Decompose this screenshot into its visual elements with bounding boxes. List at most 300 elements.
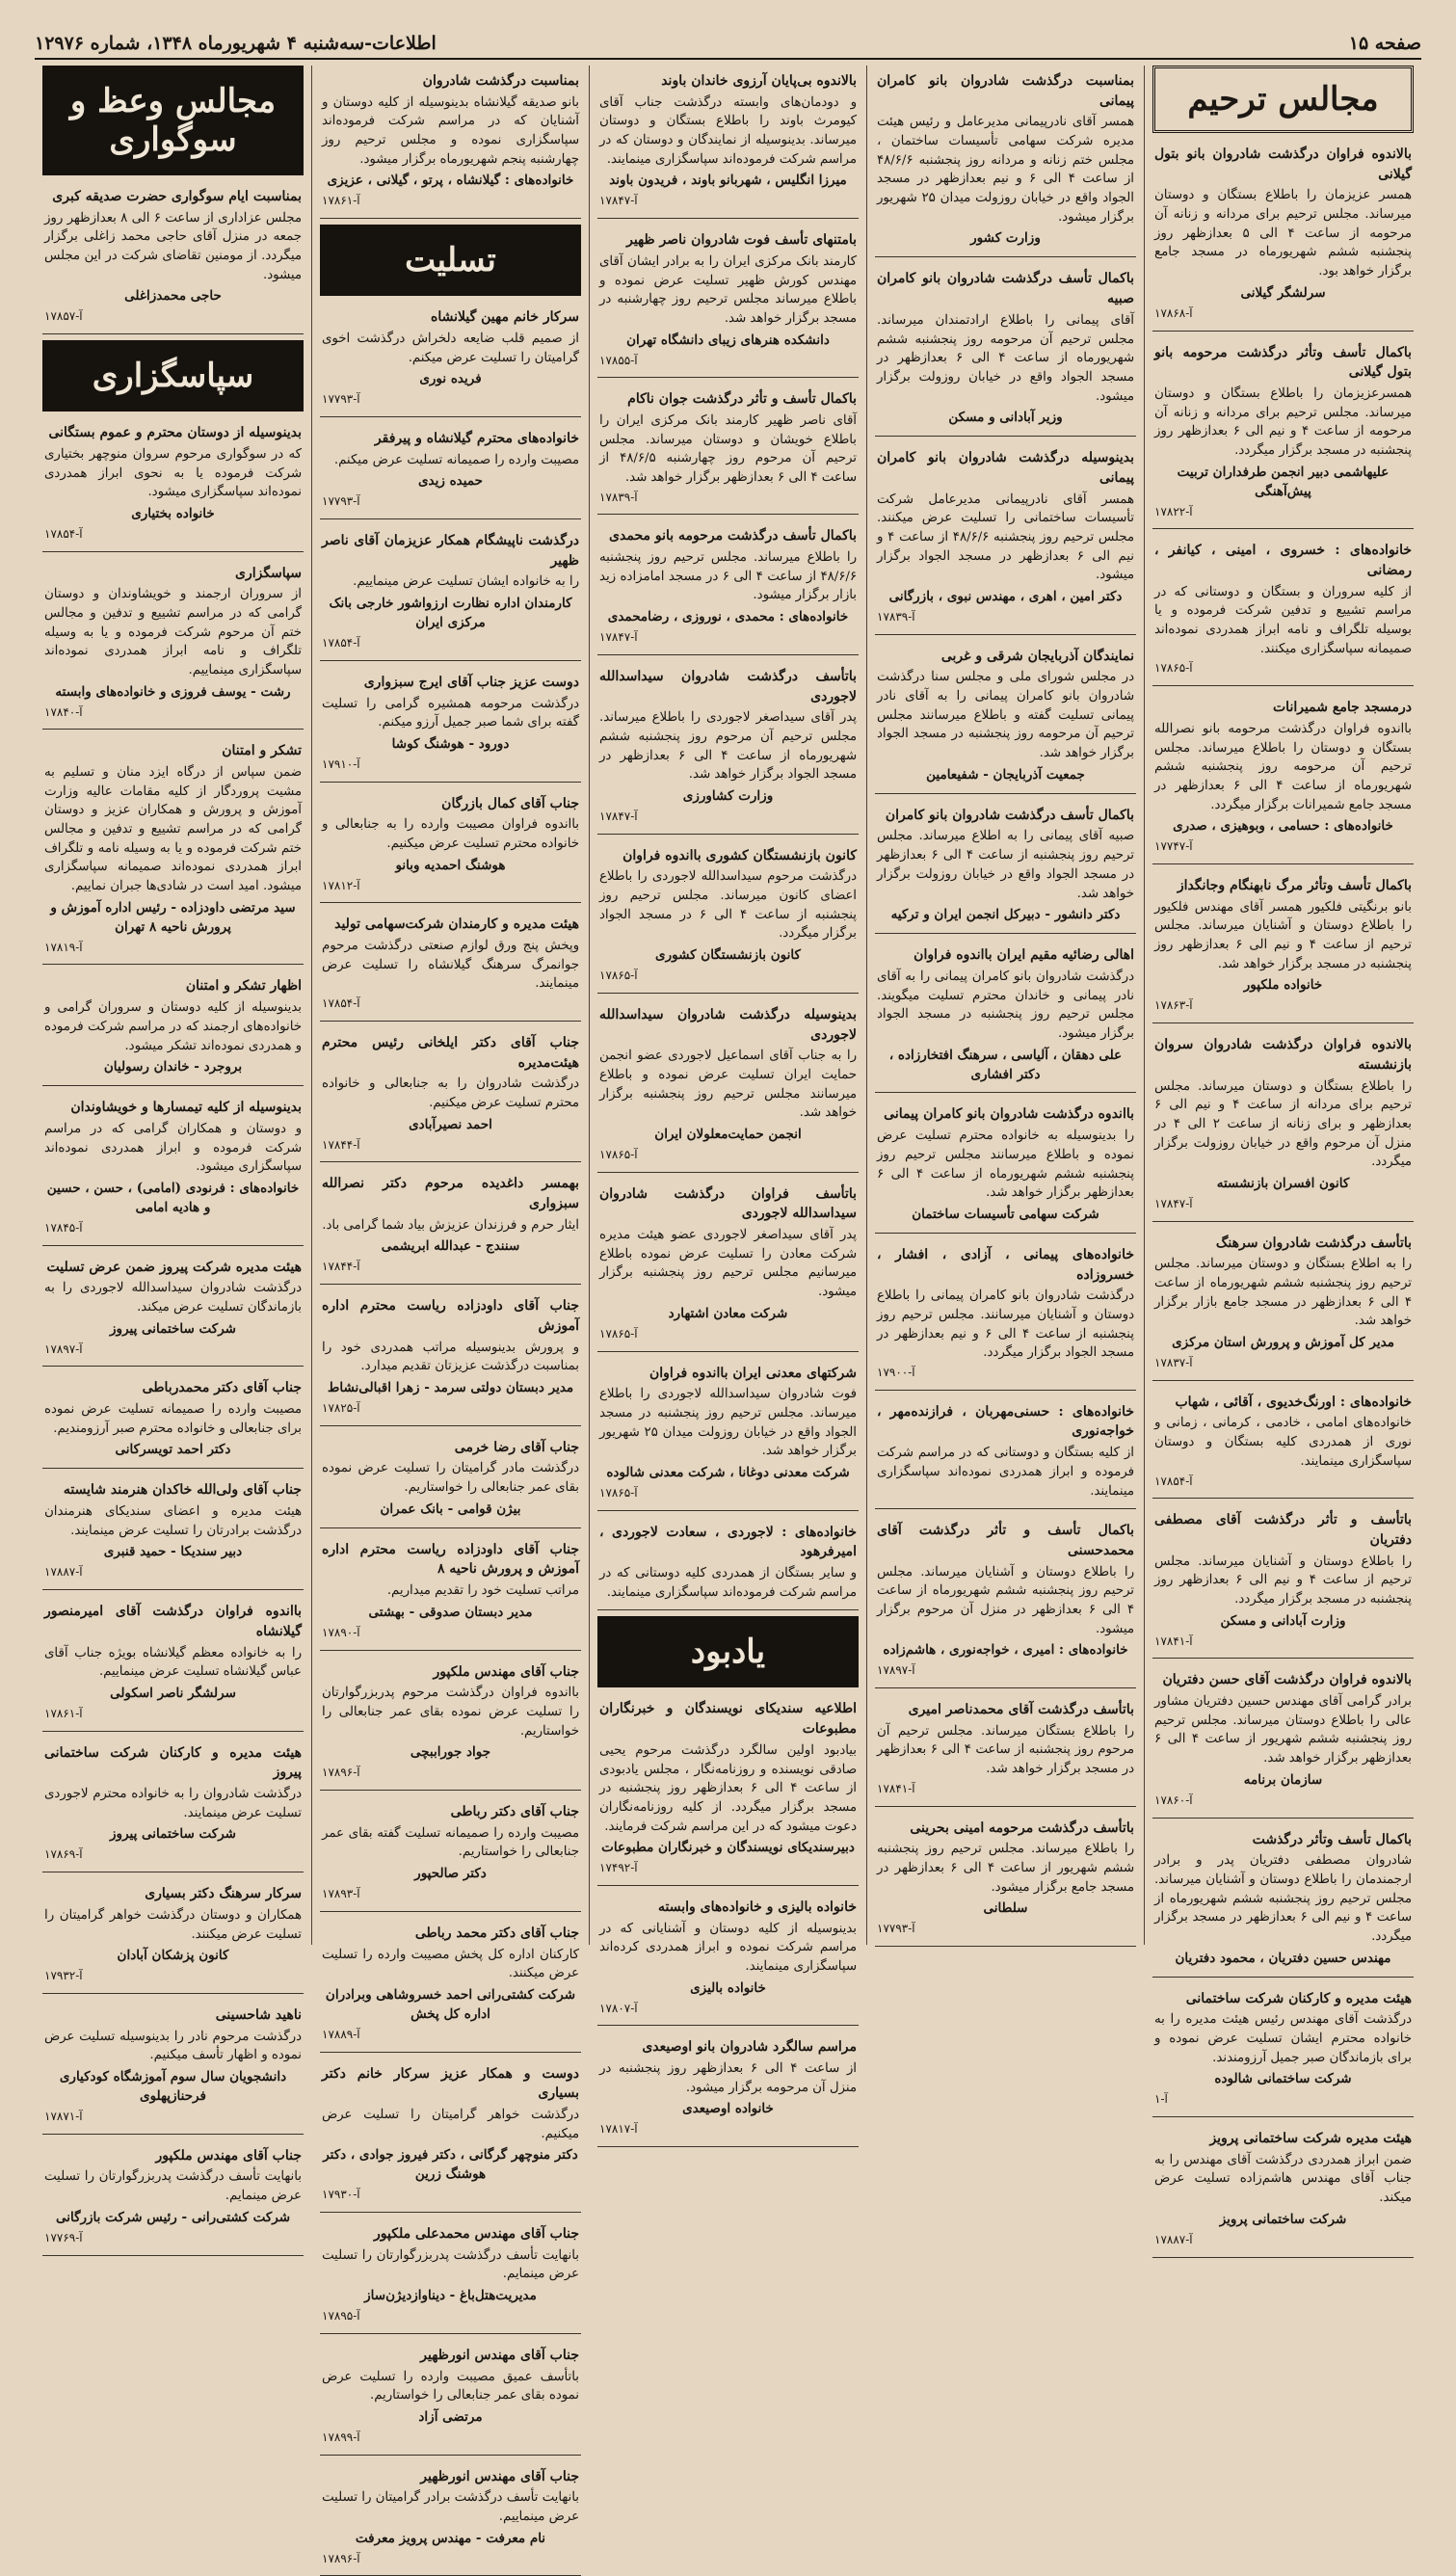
notice-code: آ-۱۷۸۹۳ [322, 1887, 360, 1901]
notice-heading: بالاندوه فراوان درگذشت آقای حسن دفتریان [1162, 1672, 1412, 1688]
notice-code: آ-۱۷۸۴۷ [599, 630, 638, 645]
notice-body: پدر آقای سیداصغر لاجوردی را باطلاع میرساند. مجلس ترحیم آن مرحوم روز پنجشنبه ششم شهریورماه از ساعت ۴ الی ۶ بعدازظهر در مسجد الجواد برگزار خواهد شد. [599, 710, 857, 783]
notice-signature: دبیرسندیکای نویسندگان و خبرنگاران مطبوعات [601, 1840, 855, 1856]
notice-code: آ-۱۷۸۱۲ [322, 878, 360, 892]
notice-code: آ-۱۷۸۵۴ [44, 526, 83, 541]
notice-body: خانواده‌های امامی ، خادمی ، کرمانی ، زمانی و نوری از همدردی کلیه بستگان و دوستان سپاسگزاری مینمایند. [1154, 1416, 1412, 1469]
notice-body: درگذشت شادروان سیداسدالله لاجوردی را به بازماندگان تسلیت عرض میکند. [44, 1281, 302, 1315]
notice-body: برادر گرامی آقای مهندس حسین دفتریان مشاور عالی را باطلاع دوستان میرساند. مجلس ترحیم روز پنجشنبه ششم شهریور از ساعت ۴ الی ۶ بعدازظهر برگزار خواهد شد. [1154, 1694, 1412, 1766]
notice-signature: خانواده اوصیعدی [682, 2101, 774, 2117]
notice-code: آ-۱۷۸۶۵ [599, 969, 638, 983]
notice-body: کارمند بانک مرکزی ایران را به برادر ایشان آقای مهندس کورش ظهیر تسلیت عرض نموده و باطلاع میرساند مجلس ترحیم روز چهارشنبه در مسجد برگزار خواهد شد. [599, 253, 857, 326]
notice-heading: باکمال تأسف درگذشت شادروان بانو کامران صبیه [877, 271, 1134, 307]
notice-code: آ-۱۷۸۶۳ [1154, 998, 1193, 1013]
notice-heading: باکمال تأسف درگذشت شادروان بانو کامران [885, 807, 1134, 823]
notice-signature: کارمندان اداره نظارت ارزواشور خارجی بانک مرکزی ایران [329, 596, 572, 631]
notice-signature: سلطانی [983, 1900, 1028, 1917]
notice-code: آ-۱۷۸۴۵ [44, 1220, 83, 1235]
notice-body: را به خانواده ایشان تسلیت عرض مینماییم. [353, 574, 579, 590]
notice-body: مصیبت وارده را صمیمانه تسلیت عرض نموده برای جنابعالی و خانواده محترم صبر آرزومندیم. [44, 1402, 302, 1436]
notice [597, 384, 859, 515]
notice-body: را بدینوسیله به خانواده محترم تسلیت عرض نموده و باطلاع میرسانند مجلس ترحیم روز پنجشنبه ششم شهریورماه از ساعت ۴ الی ۶ بعدازظهر برگزار خواهد شد. [877, 1129, 1134, 1201]
notice-code: آ-۱۷۸۴۱ [877, 1781, 915, 1795]
notice [875, 66, 1136, 257]
notice-heading: باتأسف درگذشت مرحومه امینی بحرینی [910, 1819, 1134, 1836]
notice-code: آ-۱۷۸۸۷ [44, 1565, 83, 1580]
notice-code: آ-۱۷۹۱۰ [322, 757, 360, 771]
notice-heading: بدینوسیله درگذشت شادروان بانو کامران پیمانی [877, 450, 1134, 486]
notice-body: را باطلاع دوستان و آشنایان میرساند. مجلس ترحیم از ساعت ۴ و نیم الی ۶ بعدازظهر روز پنجشنبه در مسجد برگزار میگردد. [1154, 1554, 1412, 1607]
notice-heading: باکمال تأسف وتأثر درگذشت مرحومه بانو بتول گیلانی [1154, 344, 1412, 381]
notice-code: آ-۱۷۸۶۸ [1154, 305, 1193, 320]
notice-heading: هیئت مدیره شرکت ساختمانی پرویز [1209, 2131, 1412, 2147]
notice [320, 2058, 581, 2213]
notice-heading: جناب آقای مهندس محمدعلی ملکپور [374, 2226, 579, 2242]
notice-code: آ-۱۷۸۳۹ [877, 609, 915, 624]
notice [42, 735, 304, 965]
notice [875, 1396, 1136, 1509]
notice-signature: هوشنگ احمدیه وبانو [395, 857, 506, 873]
notice-body: بااندوه فراوان درگذشت مرحوم پدربزرگوارتان را تسلیت عرض نموده بقای عمر جنابعالی را خواستاریم. [322, 1686, 579, 1739]
column-4 [311, 66, 589, 2565]
notice-signature: وزارت کشور [970, 230, 1041, 247]
notice-heading: اطلاعیه سندیکای نویسندگان و خبرنگاران مطبوعات [599, 1701, 857, 1738]
notice-signature: دانشکده هنرهای زیبای دانشگاه تهران [626, 332, 830, 348]
notice-body: از صمیم قلب ضایعه دلخراش درگذشت اخوی گرامیتان را تسلیت عرض میکنم. [322, 331, 579, 365]
notice-signature: سنندج - عبدالله ابریشمی [381, 1238, 520, 1255]
notice-body: شادروان مصطفی دفتریان پدر و برادر ارجمندمان را باطلاع دوستان و آشنایان میرساند. مجلس ترحیم روز پنجشنبه ششم شهریورماه از ساعت ۴ و نیم الی ۶ بعدازظهر در مسجد برگزار میگردد. [1154, 1853, 1412, 1944]
notice-body: مصیبت وارده را صمیمانه تسلیت گفته بقای عمر جنابعالی را خواستاریم. [322, 1825, 579, 1860]
notice-signature: شرکت سهامی تأسیسات ساختمان [912, 1206, 1099, 1222]
notice-code: آ-۱۷۸۵۷ [44, 309, 83, 324]
notice-signature: دکتر دانشور - دبیرکل انجمن ایران و ترکیه [890, 907, 1121, 923]
columns [35, 66, 1421, 2565]
notice-body: فوت شادروان سیداسدالله لاجوردی را باطلاع میرساند. مجلس ترحیم روز پنجشنبه در مسجد الجواد واقع در خیابان روزولت میدان ۲۵ شهریور برگزار خواهد شد. [599, 1387, 858, 1459]
notice-heading: بمناسبت درگذشت شادروان [422, 73, 579, 89]
notice-code: آ-۱۷۸۱۷ [599, 2122, 638, 2137]
notice [42, 2140, 304, 2256]
notice-body: از کلیه سروران و بستگان و دوستانی که در مراسم تشییع و تدفین شرکت فرموده و یا بوسیله تلگراف و نامه ابراز همدردی نموده‌اند صمیمانه سپاسگزاری میکنند. [1154, 584, 1412, 656]
notice-body: همسر عزیزمان را باطلاع بستگان و دوستان میرساند. مجلس ترحیم برای مردانه و زنانه آن مرحومه از ساعت ۴ الی ۵ بعدازظهر روز پنجشنبه ششم شهریورماه در مسجد جامع برگزار خواهد بود. [1154, 188, 1412, 279]
notice-heading: خانواده‌های : اورنگ‌خدیوی ، آقائی ، شهاب [1175, 1394, 1412, 1410]
notice-heading: خانواده‌های : حسنی‌مهربان ، فرازنده‌مهر ، خواجه‌نوری [877, 1403, 1134, 1440]
notice [1152, 1824, 1414, 1978]
notice [875, 1515, 1136, 1688]
notice-signature: خانواده‌های : حسامی ، وبوهیزی ، صدری [1173, 818, 1393, 835]
notice-body: هیئت مدیره و اعضای سندیکای هنرمندان درگذشت برادرتان را تسلیت عرض مینمایند. [44, 1504, 302, 1538]
notice-body: ایثار حرم و فرزندان عزیزش بیاد شما گرامی باد. [322, 1217, 579, 1233]
notice-signature: شرکت معدنی دوغانا ، شرکت معدنی شالوده [606, 1464, 850, 1480]
notice-heading: هیئت مدیره شرکت پیروز ضمن عرض تسلیت [46, 1259, 302, 1275]
notice-code: آ-۱۷۴۹۲ [599, 1861, 638, 1875]
notice-heading: بالاندوه بی‌پایان آرزوی خاندان باوند [661, 73, 857, 89]
notice-signature: میرزا انگلیس ، شهربانو باوند ، فریدون باوند [609, 173, 847, 189]
notice-body: درگذشت شادروان بانو کامران پیمانی را به آقای نادر پیمانی و خاندان محترم تسلیت میگویند. مجلس ترحیم روز پنجشنبه در مسجد الجواد برگزار میشود. [877, 969, 1134, 1041]
page-number: صفحه ۱۵ [1348, 33, 1421, 54]
notice-body: درگذشت مادر گرامیتان را تسلیت عرض نموده بقای عمر جنابعالی را خواستاریم. [322, 1461, 579, 1496]
notice-heading: سرکار خانم مهین گیلانشاه [431, 309, 579, 326]
notice-code: آ-۱۷۸۶۹ [44, 1847, 83, 1862]
notice-signature: کانون افسران بازنشسته [1216, 1175, 1350, 1191]
notice-signature: دکتر احمد تویسرکانی [115, 1442, 231, 1458]
notice-body: مجلس عزاداری از ساعت ۶ الی ۸ بعدازظهر روز جمعه در منزل آقای حاجی محمد زاغلی برگزار میگردد. از مومنین تقاضای شرکت در این مجلس میشود. [44, 210, 302, 282]
section-banner: مجالس وعظ و سوگواری [42, 66, 304, 175]
notice-heading: خانواده‌های پیمانی ، آزادی ، افشار ، خسروزاده [877, 1246, 1134, 1283]
notice-signature: سرلشگر گیلانی [1240, 284, 1326, 301]
notice-code: آ-۱۷۸۹۶ [322, 2551, 360, 2565]
notice-heading: سپاسگزاری [234, 565, 302, 581]
notice-body: بانو صدیقه گیلانشاه بدینوسیله از کلیه دوستان و آشنایان که در مراسم شرکت فرموده‌اند سپاسگزاری نموده و مجلس ترحیم روز چهارشنبه پنجم شهریورماه برگزار میشود. [322, 94, 579, 167]
notice [320, 1168, 581, 1285]
notice-body: بدینوسیله از کلیه دوستان و سروران گرامی و خانواده‌های ارجمند که در مراسم شرکت فرموده و همدردی نموده‌اند تشکر میشود. [44, 1000, 302, 1053]
notice [320, 302, 581, 417]
notice-code: آ-۱۷۷۴۷ [1154, 839, 1193, 854]
notice-body: کارکنان اداره کل پخش مصیبت وارده را تسلیت عرض میکنند. [322, 1947, 579, 1981]
notice-heading: بمناسبت درگذشت شادروان بانو کامران پیمانی [877, 73, 1134, 109]
notice-heading: باتأسف درگذشت شادروان سرهنگ [1215, 1235, 1412, 1251]
notice [1152, 1228, 1414, 1381]
notice-code: آ-۱۷۸۵۴ [322, 996, 360, 1011]
notice-heading: خانواده‌های محترم گیلانشاه و پیرفقر [374, 430, 579, 446]
notice-heading: خانواده بالیزی و خانواده‌های وابسته [658, 1899, 857, 1915]
notice-body: همسرعزیزمان را باطلاع بستگان و دوستان میرساند. مجلس ترحیم برای مردانه و زنانه آن مرحومه از ساعت ۴ و نیم الی ۶ بعدازظهر روز پنجشنبه در مسجد برگزار میگردد. [1154, 385, 1412, 458]
notice-signature: حاجی محمدزاغلی [124, 288, 222, 305]
notice [42, 1092, 304, 1245]
notice [875, 1239, 1136, 1391]
notice-heading: درگذشت ناپیشگام همکار عزیزمان آقای ناصر ظهیر [322, 533, 579, 569]
notice [42, 2000, 304, 2135]
notice [42, 1738, 304, 1873]
notice-signature: شرکت ساختمانی پرویز [1219, 2211, 1347, 2227]
notice [1152, 2123, 1414, 2257]
notice-heading: جناب آقای دکتر محمدرباطی [142, 1380, 302, 1396]
notice-heading: جناب آقای ولی‌الله خاکدان هنرمند شایسته [63, 1482, 302, 1499]
notice-heading: جناب آقای دکتر ایلخانی رئیس محترم هیئت‌مدیره [322, 1034, 579, 1071]
notice [42, 1474, 304, 1590]
notice [1152, 1029, 1414, 1222]
notice [875, 641, 1136, 794]
notice-code: آ-۱۷۸۹۹ [322, 2430, 360, 2444]
notice-code: آ-۱۷۸۶۵ [599, 1485, 638, 1500]
notice-body: را به جناب آقای اسماعیل لاجوردی عضو انجمن حمایت ایران تسلیت عرض نموده و باطلاع میرسانند مجلس ترحیم روز پنجشنبه برگزار خواهد شد. [599, 1049, 857, 1121]
notice-heading: جناب آقای مهندس ملکپور [433, 1663, 579, 1680]
notice [42, 558, 304, 730]
notice-heading: بدینوسیله درگذشت شادروان سیداسدالله لاجوردی [599, 1006, 857, 1043]
notice [1152, 1664, 1414, 1818]
notice-body: و سایر بستگان از همدردی کلیه دوستانی که در مراسم شرکت فرموده‌اند سپاسگزاری مینمایند. [599, 1566, 857, 1600]
notice-heading: بالاندوه فراوان درگذشت شادروان سروان بازنشسته [1154, 1037, 1412, 1073]
notice [875, 442, 1136, 635]
notice-heading: باکمال تأسف و تأثر درگذشت جوان ناکام [627, 391, 857, 408]
notice-signature: وزارت کشاورزی [682, 787, 774, 804]
notice-heading: بالاندوه فراوان درگذشت شادروان بانو بتول گیلانی [1154, 146, 1412, 182]
notice-heading: درمسجد جامع شمیرانات [1273, 700, 1412, 716]
notice-body: مصیبت وارده را صمیمانه تسلیت عرض میکنم. [333, 452, 579, 467]
notice-code: آ-۱۷۸۳۷ [1154, 1356, 1193, 1370]
notice-signature: مهندس حسین دفتریان ، محمود دفتریان [1175, 1950, 1391, 1966]
notice-signature: کانون بازنشستگان کشوری [655, 947, 801, 964]
notice-signature: مدیر دبستان صدوقی - بهشتی [368, 1604, 533, 1620]
notice-heading: سرکار سرهنگ دکتر بسیاری [145, 1886, 302, 1902]
notice-body: را به اطلاع بستگان و دوستان میرساند. مجلس ترحیم روز پنجشنبه ششم شهریورماه از ساعت ۴ الی ۶ بعدازظهر در مسجد جامع بازار برگزار خواهد شد. [1154, 1257, 1412, 1329]
notice-signature: وزارت آبادانی و مسکن [1220, 1612, 1346, 1629]
notice-signature: شرکت کشتی‌رانی - رئیس شرکت بازرگانی [55, 2209, 291, 2225]
notice [320, 788, 581, 904]
notice-heading: شرکتهای معدنی ایران بااندوه فراوان [649, 1365, 857, 1381]
notice-body: ضمن سپاس از درگاه ایزد منان و تسلیم به مشیت پروردگار از کلیه مقامات عالیه وزارت آموزش و پرورش و همکاران عزیز و دوستان گرامی که در مراسم تشییع و تدفین و مجالس ختم شرکت فرموده و یا به وسیله نامه و تلگراف ابراز همدردی نموده‌اند صمیمانه سپاسگزاری میشود. امید است در شادی‌ها جبران نماییم. [44, 765, 302, 894]
notice-body: صبیه آقای پیمانی را به اطلاع میرساند. مجلس ترحیم روز پنجشنبه از ساعت ۴ الی ۶ بعدازظهر در مسجد الجواد واقع در خیابان روزولت برگزار خواهد شد. [877, 829, 1134, 901]
notice-code: آ-۱۷۸۹۷ [877, 1663, 915, 1678]
notice-signature: خانواده‌های : گیلانشاه ، پرتو ، گیلانی ، عزیزی [327, 173, 574, 189]
column-2 [866, 66, 1144, 1945]
notice-code: آ-۱۷۸۶۰ [1154, 1793, 1193, 1807]
notice-heading: جناب آقای دکتر محمد رباطی [414, 1925, 579, 1941]
notice-body: همسر آقای نادرپیمانی مدیرعامل و رئیس هیئت مدیره شرکت سهامی تأسیسات ساختمان ، مجلس ختم زنانه و مردانه روز پنجشنبه ۴۸/۶/۶ از ساعت ۴ الی ۶ و نیم بعدازظهر در مسجد الجواد واقع در خیابان روزولت میدان ۲۵ شهریور برگزار میشود. [877, 115, 1135, 225]
notice-heading: خانواده‌های : لاجوردی ، سعادت لاجوردی ، امیرفرهود [599, 1524, 857, 1560]
notice [320, 1290, 581, 1426]
notice [875, 1813, 1136, 1947]
notice-heading: جناب آقای مهندس انورظهیر [420, 2468, 579, 2484]
notice-body: پدر آقای سیداصغر لاجوردی عضو هیئت مدیره شرکت معادن را تسلیت عرض نموده باطلاع میرسانیم مجلس ترحیم روز پنجشنبه برگزار میشود. [599, 1228, 857, 1300]
notice-body: را باطلاع دوستان و آشنایان میرساند. مجلس ترحیم روز پنجشنبه ششم شهریورماه از ساعت ۴ الی ۶ بعدازظهر در منزل آن مرحوم برگزار میشود. [877, 1564, 1134, 1636]
notice-signature: علی دهقان ، آلیاسی ، سرهنگ افتخارزاده ، دکتر افشاری [888, 1047, 1123, 1082]
notice [320, 1796, 581, 1912]
notice-body: بدینوسیله از کلیه دوستان و آشنایانی که در مراسم شرکت نموده و ابراز همدردی کرده‌اند سپاسگزاری مینمایند. [599, 1921, 857, 1974]
notice-code: آ-۱۷۸۴۴ [322, 1137, 360, 1152]
notice-body: را باطلاع میرساند. مجلس ترحیم روز پنجشنبه ۴۸/۶/۶ از ساعت ۴ الی ۶ در مسجد امامزاده زید بازار برگزار میشود. [599, 550, 857, 603]
notice-body: مراتب تسلیت خود را تقدیم میداریم. [386, 1583, 579, 1599]
notice-code: آ-۱۷۸۲۵ [322, 1400, 360, 1415]
notice-code: آ-۱۷۸۷۱ [44, 2109, 83, 2123]
notice [42, 417, 304, 551]
notice-body: بااندوه فراوان مصیبت وارده را به جنابعالی و خانواده محترم تسلیت عرض میکنیم. [322, 817, 579, 851]
notice-body: باتأسف عمیق مصیبت وارده را تسلیت عرض نموده بقای عمر جنابعالی را خواستاریم. [322, 2369, 579, 2403]
notice-code: آ-۱۷۸۶۵ [599, 1147, 638, 1161]
notice-body: همسر آقای نادرپیمانی مدیرعامل شرکت تأسیسات ساختمانی را تسلیت عرض میکنند. مجلس ترحیم روز پنجشنبه ۴۸/۶/۶ از ساعت ۴ و نیم الی ۶ بعدازظهر در مسجد الجواد برگزار میشود. [877, 491, 1134, 583]
notice [597, 661, 859, 835]
section-banner: سپاسگزاری [42, 340, 304, 412]
notice-body: از سروران ارجمند و خویشاوندان و دوستان گرامی که در مراسم تشییع و تدفین و مجالس ختم آن مرحوم شرکت فرموده و یا به وسیله تلگراف و نامه ابراز همدردی نموده‌اند سپاسگزاری مینماییم. [44, 587, 302, 677]
notice-signature: بیژن قوامی - بانک عمران [380, 1500, 521, 1517]
notice-signature: جواد جوراببچی [410, 1744, 491, 1761]
notice-heading: بااندوه درگذشت شادروان بانو کامران پیمانی [884, 1106, 1134, 1123]
notice-code: آ-۱۷۸۶۵ [599, 1326, 638, 1341]
notice-code: آ-۱۷۸۶۵ [1154, 661, 1193, 676]
notice-heading: جناب آقای کمال بازرگان [441, 795, 579, 811]
notice-body: از ساعت ۴ الی ۶ بعدازظهر روز پنجشنبه در منزل آن مرحومه برگزار میشود. [599, 2061, 857, 2095]
notice-code: آ-۱۷۹۳۰ [322, 2188, 360, 2202]
notice-code: آ-۱۷۸۹۵ [322, 2309, 360, 2324]
notice-heading: باتأسف و تأثر درگذشت آقای مصطفی دفتریان [1154, 1512, 1412, 1548]
notice [597, 1517, 859, 1611]
notice-heading: باکمال تأسف و تأثر درگذشت آقای محمدحسنی [877, 1523, 1134, 1558]
notice [42, 1372, 304, 1469]
notice-body: درگذشت شادروان بانو کامران پیمانی را باطلاع دوستان و آشنایان میرسانند. مجلس ترحیم روز پنجشنبه از ساعت ۴ الی ۶ و نیم بعدازظهر در مسجد الجواد برگزار میگردد. [877, 1288, 1134, 1361]
notice-signature: شرکت ساختمانی پیروز [110, 1826, 236, 1843]
notice [1152, 535, 1414, 686]
notice-signature: احمد نصیرآبادی [409, 1116, 492, 1132]
notice [1152, 1387, 1414, 1499]
notice [320, 909, 581, 1021]
notice-heading: جناب آقای دکتر رباطی [450, 1804, 579, 1819]
notice-code: آ-۱۷۸۵۴ [322, 636, 360, 651]
notice [320, 1918, 581, 2053]
notice-heading: بمناسبت ایام سوگواری حضرت صدیقه کبری [52, 189, 302, 204]
notice-heading: بهمسر داغدیده مرحوم دکتر نصرالله سبزواری [322, 1176, 579, 1212]
notice [597, 1892, 859, 2026]
issue-line: اطلاعات-سه‌شنبه ۴ شهریورماه ۱۳۴۸، شماره ۱۲۹۷۶ [35, 33, 437, 54]
notice-code: آ-۱۷۸۹۰ [322, 1625, 360, 1639]
notice-code: آ-۱۷۸۴۴ [322, 1260, 360, 1274]
notice-signature: سازمان برنامه [1243, 1771, 1323, 1788]
notice-code: آ-۱۷۸۹۶ [322, 1766, 360, 1780]
notice-signature: دانشجویان سال سوم آموزشگاه کودکیاری فرحنازپهلوی [59, 2069, 287, 2105]
notice-heading: باتأسف درگذشت آقای محمدناصر امیری [908, 1702, 1134, 1718]
column-1 [1144, 66, 1421, 2246]
notice-body: را باطلاع میرساند. مجلس ترحیم روز پنجشنبه ششم شهریور از ساعت ۴ الی ۶ بعدازظهر در مسجد جامع برگزار میشود. [877, 1842, 1134, 1895]
notice-heading: باکمال تأسف وتأثر مرگ نابهنگام وجانگداز [1177, 878, 1412, 893]
notice-signature: مرتضی آزاد [418, 2408, 483, 2425]
notice [320, 1657, 581, 1791]
notice [320, 66, 581, 219]
notice [1152, 1504, 1414, 1659]
section-banner: تسلیت [320, 225, 581, 296]
notice [320, 2461, 581, 2576]
notice-body: بانهایت تأسف درگذشت پدربزرگوارتان را تسلیت عرض مینمایم. [322, 2247, 579, 2282]
notice-code: آ-۱۷۸۶۱ [44, 1706, 83, 1720]
notice-heading: باکمال تأسف وتأثر درگذشت [1252, 1831, 1412, 1847]
notice-body: همکاران و دوستان درگذشت خواهر گرامیتان را تسلیت عرض میکنند. [44, 1907, 302, 1942]
notice [1152, 1983, 1414, 2117]
notice-signature: دکتر صالحپور [414, 1866, 487, 1882]
notice-code: آ-۱۷۸۴۷ [599, 809, 638, 823]
notice-heading: جناب آقای داودزاده ریاست محترم اداره آموزش [322, 1298, 579, 1334]
notice-heading: بدینوسیله از دوستان محترم و عموم بستگانی [48, 425, 302, 441]
notice-signature: جمعیت آذربایجان - شفیعامین [926, 766, 1085, 783]
notice-heading: بدینوسیله از کلیه تیمسارها و خویشاوندان [70, 1100, 302, 1116]
notice [1152, 139, 1414, 332]
notice-code: آ-۱۷۸۸۷ [1154, 2232, 1193, 2246]
notice [1152, 870, 1414, 1023]
notice-heading: اظهار تشکر و امتنان [185, 978, 302, 995]
notice-signature: خانواده ملکپور [1243, 977, 1323, 994]
notice-body: وپخش پنج ورق لوازم صنعتی درگذشت مرحوم جوانمرگ سرهنگ گیلانشاه را تسلیت عرض مینمایند. [322, 939, 579, 992]
notice [320, 667, 581, 783]
notice-code: آ-۱۷۸۴۰ [44, 704, 83, 719]
notice-body: و دوستان و همکاران گرامی که در مراسم شرکت فرموده و ابراز همدردی نموده‌اند سپاسگزاری میشود. [44, 1121, 302, 1175]
notice-code: آ-۱۷۸۹۷ [44, 1341, 83, 1356]
notice [597, 1358, 859, 1511]
notice-heading: باتأسف فراوان درگذشت شادروان سیداسدالله لاجوردی [599, 1185, 857, 1222]
notice-heading: جناب آقای داودزاده ریاست محترم اداره آموزش و پرورش ناحیه ۸ [322, 1541, 579, 1578]
notice-signature: دورود - هوشنگ کوشا [391, 735, 510, 752]
section-banner: مجالس ترحیم [1152, 66, 1414, 133]
notice-body: بانهایت تأسف درگذشت پدربزرگوارتان را تسلیت عرض مینمایم. [44, 2169, 302, 2204]
notice-code: آ-۱۷۷۹۳ [877, 1922, 915, 1936]
notice-heading: جناب آقای مهندس ملکپور [155, 2147, 302, 2164]
notice [42, 1878, 304, 1994]
notice-heading: بامتنهای تأسف فوت شادروان ناصر ظهیر [626, 232, 857, 249]
notice-body: درگذشت مرحومه همشیره گرامی را تسلیت گفته برای شما صبر جمیل آرزو میکنم. [322, 696, 579, 730]
notice-signature: شرکت ساختمانی پیروز [110, 1320, 236, 1337]
notice [597, 66, 859, 219]
notice-code: آ-۱۷۸۱۹ [44, 940, 83, 954]
notice-body: بااندوه فراوان درگذشت مرحومه بانو نصرالله بستگان و دوستان را باطلاع میرساند. مجلس ترحیم آن مرحومه روز پنجشنبه ششم شهریورماه از ساعت ۴ الی ۶ بعدازظهر در مسجد جامع شمیرانات برگزار میگردد. [1154, 721, 1412, 812]
notice [1152, 692, 1414, 864]
notice-signature: سید مرتضی داودزاده - رئیس اداره آموزش و پرورش ناحیه ۸ تهران [50, 899, 296, 935]
notice-code: آ-۱۷۸۴۷ [599, 194, 638, 208]
notice-heading: خانواده‌های : خسروی ، امینی ، کیانفر ، رمضانی [1154, 543, 1412, 579]
notice-heading: باکمال تأسف درگذشت مرحومه بانو محمدی [609, 528, 857, 544]
notice-heading: دوست عزیز جناب آقای ایرج سبزواری [363, 674, 579, 690]
notice-heading: ناهید شاحسینی [215, 2006, 302, 2023]
notice-signature: فریده نوری [419, 371, 482, 387]
notice-body: بیادبود اولین سالگرد درگذشت مرحوم یحیی صادقی نویسنده و روزنامه‌نگار ، مجلس یادبودی از ساعت ۴ الی ۶ بعدازظهر روز پنجشنبه در مسجد برگزار میگردد. از کلیه روزنامه‌نگاران دعوت میشود که در این مراسم شرکت فرمایند. [599, 1742, 857, 1834]
notice-heading: بااندوه فراوان درگذشت آقای امیرمنصور گیلانشاه [44, 1604, 302, 1639]
notice-heading: مراسم سالگرد شادروان بانو اوصیعدی [642, 2039, 857, 2056]
notice-code: آ-۱۷۸۴۷ [1154, 1196, 1193, 1210]
notice [597, 1693, 859, 1886]
notice-signature: کانون پزشکان آبادان [117, 1948, 229, 1964]
notice-code: آ-۱۷۷۹۳ [322, 392, 360, 407]
notice-heading: تشکر و امتنان [222, 743, 302, 759]
column-5 [35, 66, 311, 2244]
notice-code: آ-۱۷۸۵۵ [599, 353, 638, 367]
notice-heading: جناب آقای رضا خرمی [454, 1439, 579, 1455]
notice-signature: رشت - یوسف فروزی و خانواده‌های وابسته [55, 683, 291, 700]
notice-signature: دکتر منوچهر گرگانی ، دکتر فیروز جوادی ، دکتر هوشنگ زرین [323, 2147, 578, 2183]
notice [320, 423, 581, 519]
notice-code: آ-۱۷۸۳۹ [599, 490, 638, 504]
notice-code: آ-۱۷۸۲۲ [1154, 504, 1193, 518]
notice-body: را به خانواده معظم گیلانشاه بویژه جناب آقای عباس گیلانشاه تسلیت عرض مینماییم. [44, 1645, 302, 1680]
notice-code: آ-۱۷۷۶۹ [44, 2230, 83, 2244]
notice [597, 999, 859, 1173]
notice-body: درگذشت شادروان را به خانواده محترم لاجوردی تسلیت عرض مینمایند. [44, 1787, 302, 1820]
notice-signature: شرکت کشتی‌رانی احمد خسروشاهی وبرادران اداره کل پخش [325, 1986, 576, 2022]
notice-signature: دکتر امین ، اهری ، مهندس نبوی ، بازرگانی [888, 589, 1123, 604]
notice-body: و دودمان‌های وابسته درگذشت جناب آقای کیومرث باوند را باطلاع بستگان و دوستان میرساند. بدینوسیله از نمایندگان و دوستان که در مراسم شرکت فرموده‌اند سپاسگزاری مینمایند. [599, 94, 857, 167]
notice [320, 1432, 581, 1528]
notice-body: درگذشت شادروان را به جنابعالی و خانواده محترم تسلیت عرض میکنیم. [322, 1076, 579, 1110]
notice-body: در مجلس شورای ملی و مجلس سنا درگذشت شادروان بانو کامران پیمانی را به آقای نادر پیمانی تسلیت گفته و باطلاع میرسانند مجلس ترحیم آن مرحومه روز پنجشنبه در مسجد الجواد برگزار خواهد شد. [877, 670, 1134, 761]
notice-heading: اهالی رضائیه مقیم ایران بااندوه فراوان [913, 947, 1134, 964]
notice-heading: باتأسف درگذشت شادروان سیداسدالله لاجوردی [599, 668, 857, 704]
notice-body: را باطلاع بستگان و دوستان میرساند. مجلس ترحیم برای مردانه از ساعت ۴ و نیم الی ۶ بعدازظهر و برای زنانه از ساعت ۲ الی ۴ در منزل آن مرحوم واقع در خیابان روزولت برگزار میگردد. [1154, 1078, 1412, 1170]
notice-signature: حمیده زیدی [417, 473, 483, 490]
notice-signature: دبیر سندیکا - حمید قنبری [103, 1544, 243, 1560]
notice [320, 1027, 581, 1163]
notice-body: و پرورش بدینوسیله مراتب همدردی خود را بمناسبت درگذشت عزیزتان تقدیم میدارد. [322, 1340, 579, 1374]
notice-body: درگذشت خواهر گرامیتان را تسلیت عرض میکنیم. [322, 2107, 579, 2141]
notice-code: آ-۱۷۸۸۹ [322, 2027, 360, 2041]
notice-body: ضمن ابراز همدردی درگذشت آقای مهندس را به جناب آقای مهندس هاشم‌زاده تسلیت عرض میکند. [1154, 2152, 1412, 2206]
notice-body: از کلیه بستگان و دوستانی که در مراسم شرکت فرموده و ابراز همدردی نموده‌اند سپاسگزاری مینمایند. [877, 1446, 1134, 1499]
notice-signature: خانواده بالیزی [690, 1979, 766, 1996]
notice-signature: شرکت ساختمانی شالوده [1214, 2071, 1352, 2087]
page-header [35, 29, 1421, 60]
notice-body: آقای پیمانی را باطلاع ارادتمندان میرساند. مجلس ترحیم آن مرحومه روز پنجشنبه ششم شهریورماه از ساعت ۴ الی ۶ بعدازظهر در مسجد الجواد واقع در خیابان روزولت برگزار میشود. [877, 312, 1134, 404]
notice-code: آ-۱۷۸۰۷ [599, 2001, 638, 2015]
notice-body: را باطلاع بستگان میرساند. مجلس ترحیم آن مرحوم روز پنجشنبه از ساعت ۴ الی ۶ بعدازظهر در مسجد برگزار خواهد شد. [877, 1723, 1134, 1777]
notice-signature: مدیر دبستان دولتی سرمد - زهرا اقبالی‌نشاط [327, 1379, 574, 1395]
notice [320, 2218, 581, 2334]
notice [597, 225, 859, 378]
notice-body: بانهایت تأسف درگذشت برادر گرامیتان را تسلیت عرض مینماییم. [322, 2490, 579, 2524]
notice-heading: هیئت مدیره و کارمندان شرکت‌سهامی تولید [334, 916, 579, 933]
notice-signature: شرکت معادن اشتهارد [668, 1305, 788, 1321]
notice-signature: خانواده‌های : محمدی ، نوروزی ، رضامحمدی [607, 609, 849, 625]
